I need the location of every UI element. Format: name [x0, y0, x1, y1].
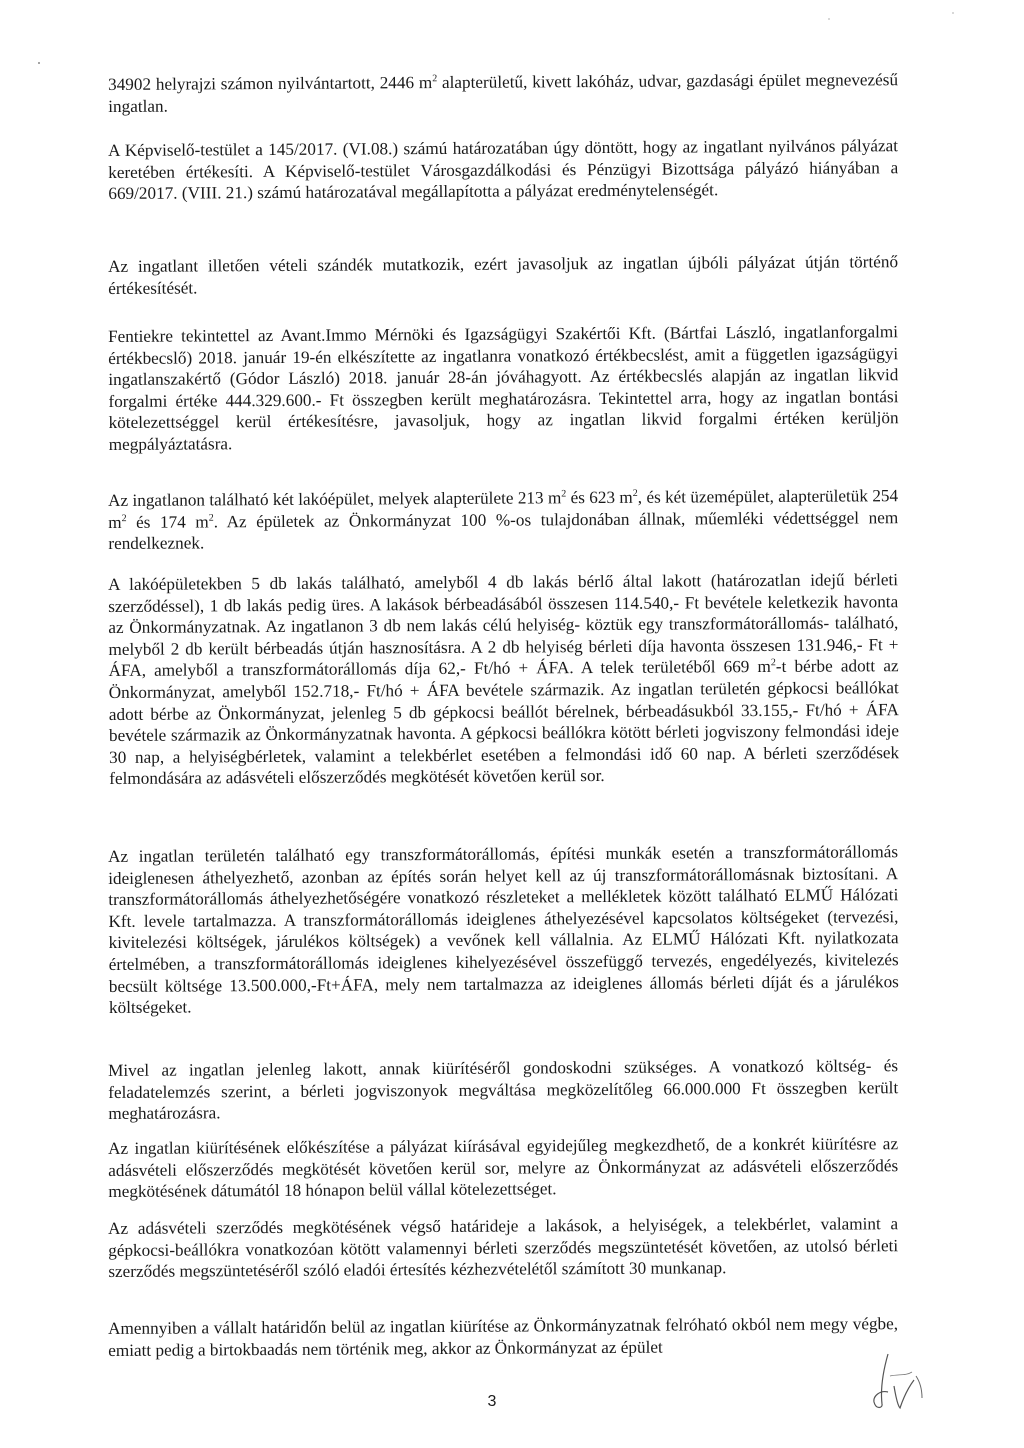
scan-speck — [952, 12, 954, 14]
paragraph-council-decision: A Képviselő-testület a 145/2017. (VI.08.) számú határozatában úgy döntött, hogy az ingatlant nyilvános pályázat keretében értékesíti. A Képviselő-testület Városgazdálkodási és Pénzügyi Bizottsága pályázó hiányában a 669/2017. (VIII. 21.) számú határozatával megállapította a pályázat eredménytelenségét. — [108, 136, 899, 204]
paragraph-evacuation-preparation: Az ingatlan kiürítésének előkészítése a pályázat kiírásával egyidejűleg megkezdhető, de a konkrét kiürítésre az adásvételi előszerződés megkötését követően kerül sor, melyre az Önkormányzat az adásvételi előszerződés megkötésének dátumától 18 hónapon belül vállal kötelezettséget. — [108, 1134, 899, 1202]
paragraph-evacuation-cost: Mivel az ingatlan jelenleg lakott, annak kiürítéséről gondoskodni szükséges. A vonatkozó költség- és feladatelemzés szerint, a bérleti jogviszonyok megváltása megközelítőleg 66.000.000 Ft összegben került meghatározásra. — [108, 1056, 899, 1124]
handwritten-initials-signature — [870, 1346, 940, 1416]
paragraph-valuation: Fentiekre tekintettel az Avant.Immo Mérnöki és Igazságügyi Szakértői Kft. (Bártfai László, ingatlanforgalmi értékbecslő) 2018. január 19-én elkészítette az ingatlanra vonatkozó értékbecslést, amit a független igazságügyi ingatlanszakértő (Gódor László) 2018. január 28-án jóváhagyott. Az értékbecslés alapján az ingatlan likvid forgalmi értéke 444.329.600.- Ft összegben került meghatározásra. Tekintettel arra, hogy az ingatlan bontási kötelezettséggel kerül értékesítésre, javasoljuk, hogy az ingatlan likvid forgalmi értéken kerüljön megpályáztatásra. — [108, 322, 899, 454]
paragraph-handover: Amennyiben a vállalt határidőn belül az ingatlan kiürítése az Önkormányzatnak felróható okból nem megy végbe, emiatt pedig a birtokbaadás nem történik meg, akkor az Önkormányzat az épület — [108, 1314, 899, 1360]
paragraph-purchase-intent: Az ingatlant illetően vételi szándék mutatkozik, ezért javasoljuk az ingatlan újbóli pályázat útján történő értékesítését. — [108, 252, 899, 298]
paragraph-buildings: Az ingatlanon található két lakóépület, melyek alapterülete 213 $m^2$ és 623 $m^2$, és két üzemépület, alapterületük 254 $m^2$ és 174 $m^2$. Az épületek az Önkormányzat 100 %-os tulajdonában állnak, műemléki védettséggel nem rendelkeznek. — [108, 486, 899, 554]
paragraph-rentals: A lakóépületekben 5 db lakás található, amelyből 4 db lakás bérlő által lakott (határozatlan idejű bérleti szerződéssel), 1 db lakás pedig üres. A lakások bérbeadásából összesen 114.540,- Ft bevétele keletkezik havonta az Önkormányzatnak. Az ingatlanon 3 db nem lakás célú helyiség- köztük egy transzformátorállomás- található, melyből 2 db került bérbeadás útján hasznosításra. A 2 db helyiség bérleti díja havonta összesen 131.946,- Ft + ÁFA, amelyből a transzformátorállomás díja 62,- Ft/hó + ÁFA. A telek területéből 669 $m^2-t$ bérbe adott az Önkormányzat, amelyből 152.718,- Ft/hó + ÁFA bevétele származik. Az ingatlan területén gépkocsi beállókat adott bérbe az Önkormányzat, jelenleg 5 db gépkocsi beállót bérelnek, bérbeadásukból 33.155,- Ft/hó + ÁFA bevétele származik az Önkormányzatnak havonta. A gépkocsi beállókra kötött bérleti jogviszony felmondási ideje 30 nap, a helyiségbérletek, valamint a telekbérlet esetében a felmondási idő 60 nap. A bérleti szerződések felmondására az adásvételi előszerződés megkötését követően kerül sor. — [108, 570, 900, 789]
paragraph-transformer-station: Az ingatlan területén található egy transzformátorállomás, építési munkák esetén a transzformátorállomás ideiglenesen áthelyezhető, azonban az építés során helyet kell az új transzformátorállomásnak biztosítani. A transzformátorállomás áthelyezhetőségére vonatkozó részleteket a mellékletek között található ELMŰ Hálózati Kft. levele tartalmazza. A transzformátorállomás ideiglenes áthelyezésével kapcsolatos költségeket (tervezési, kivitelezési költségek, járulékos költségek) a vevőnek kell vállalnia. Az ELMŰ Hálózati Kft. nyilatkozata értelmében, a transzformátorállomás ideiglenes kihelyezésével összefüggő tervezés, engedélyezés, kivitelezés becsült költsége 13.500.000,-Ft+ÁFA, mely nem tartalmazza az ideiglenes állomás bérleti díját és a járulékos költségeket. — [108, 842, 899, 1018]
page-number: 3 — [487, 1393, 497, 1410]
paragraph-contract-deadline: Az adásvételi szerződés megkötésének végső határideje a lakások, a helyiségek, a telekbérlet, valamint a gépkocsi-beállókra vonatkozóan kötött valamennyi bérleti szerződés megszüntetését követően, az utolsó bérleti szerződés megszüntetéséről szóló eladói értesítés kézhezvételétől számított 30 munkanap. — [108, 1214, 899, 1282]
paragraph-property-description: 34902 helyrajzi számon nyilvántartott, 2446 $m^2$ alapterületű, kivett lakóház, udvar, gazdasági épület megnevezésű ingatlan. — [108, 70, 899, 116]
scan-speck — [828, 18, 830, 20]
scan-speck — [38, 62, 40, 64]
